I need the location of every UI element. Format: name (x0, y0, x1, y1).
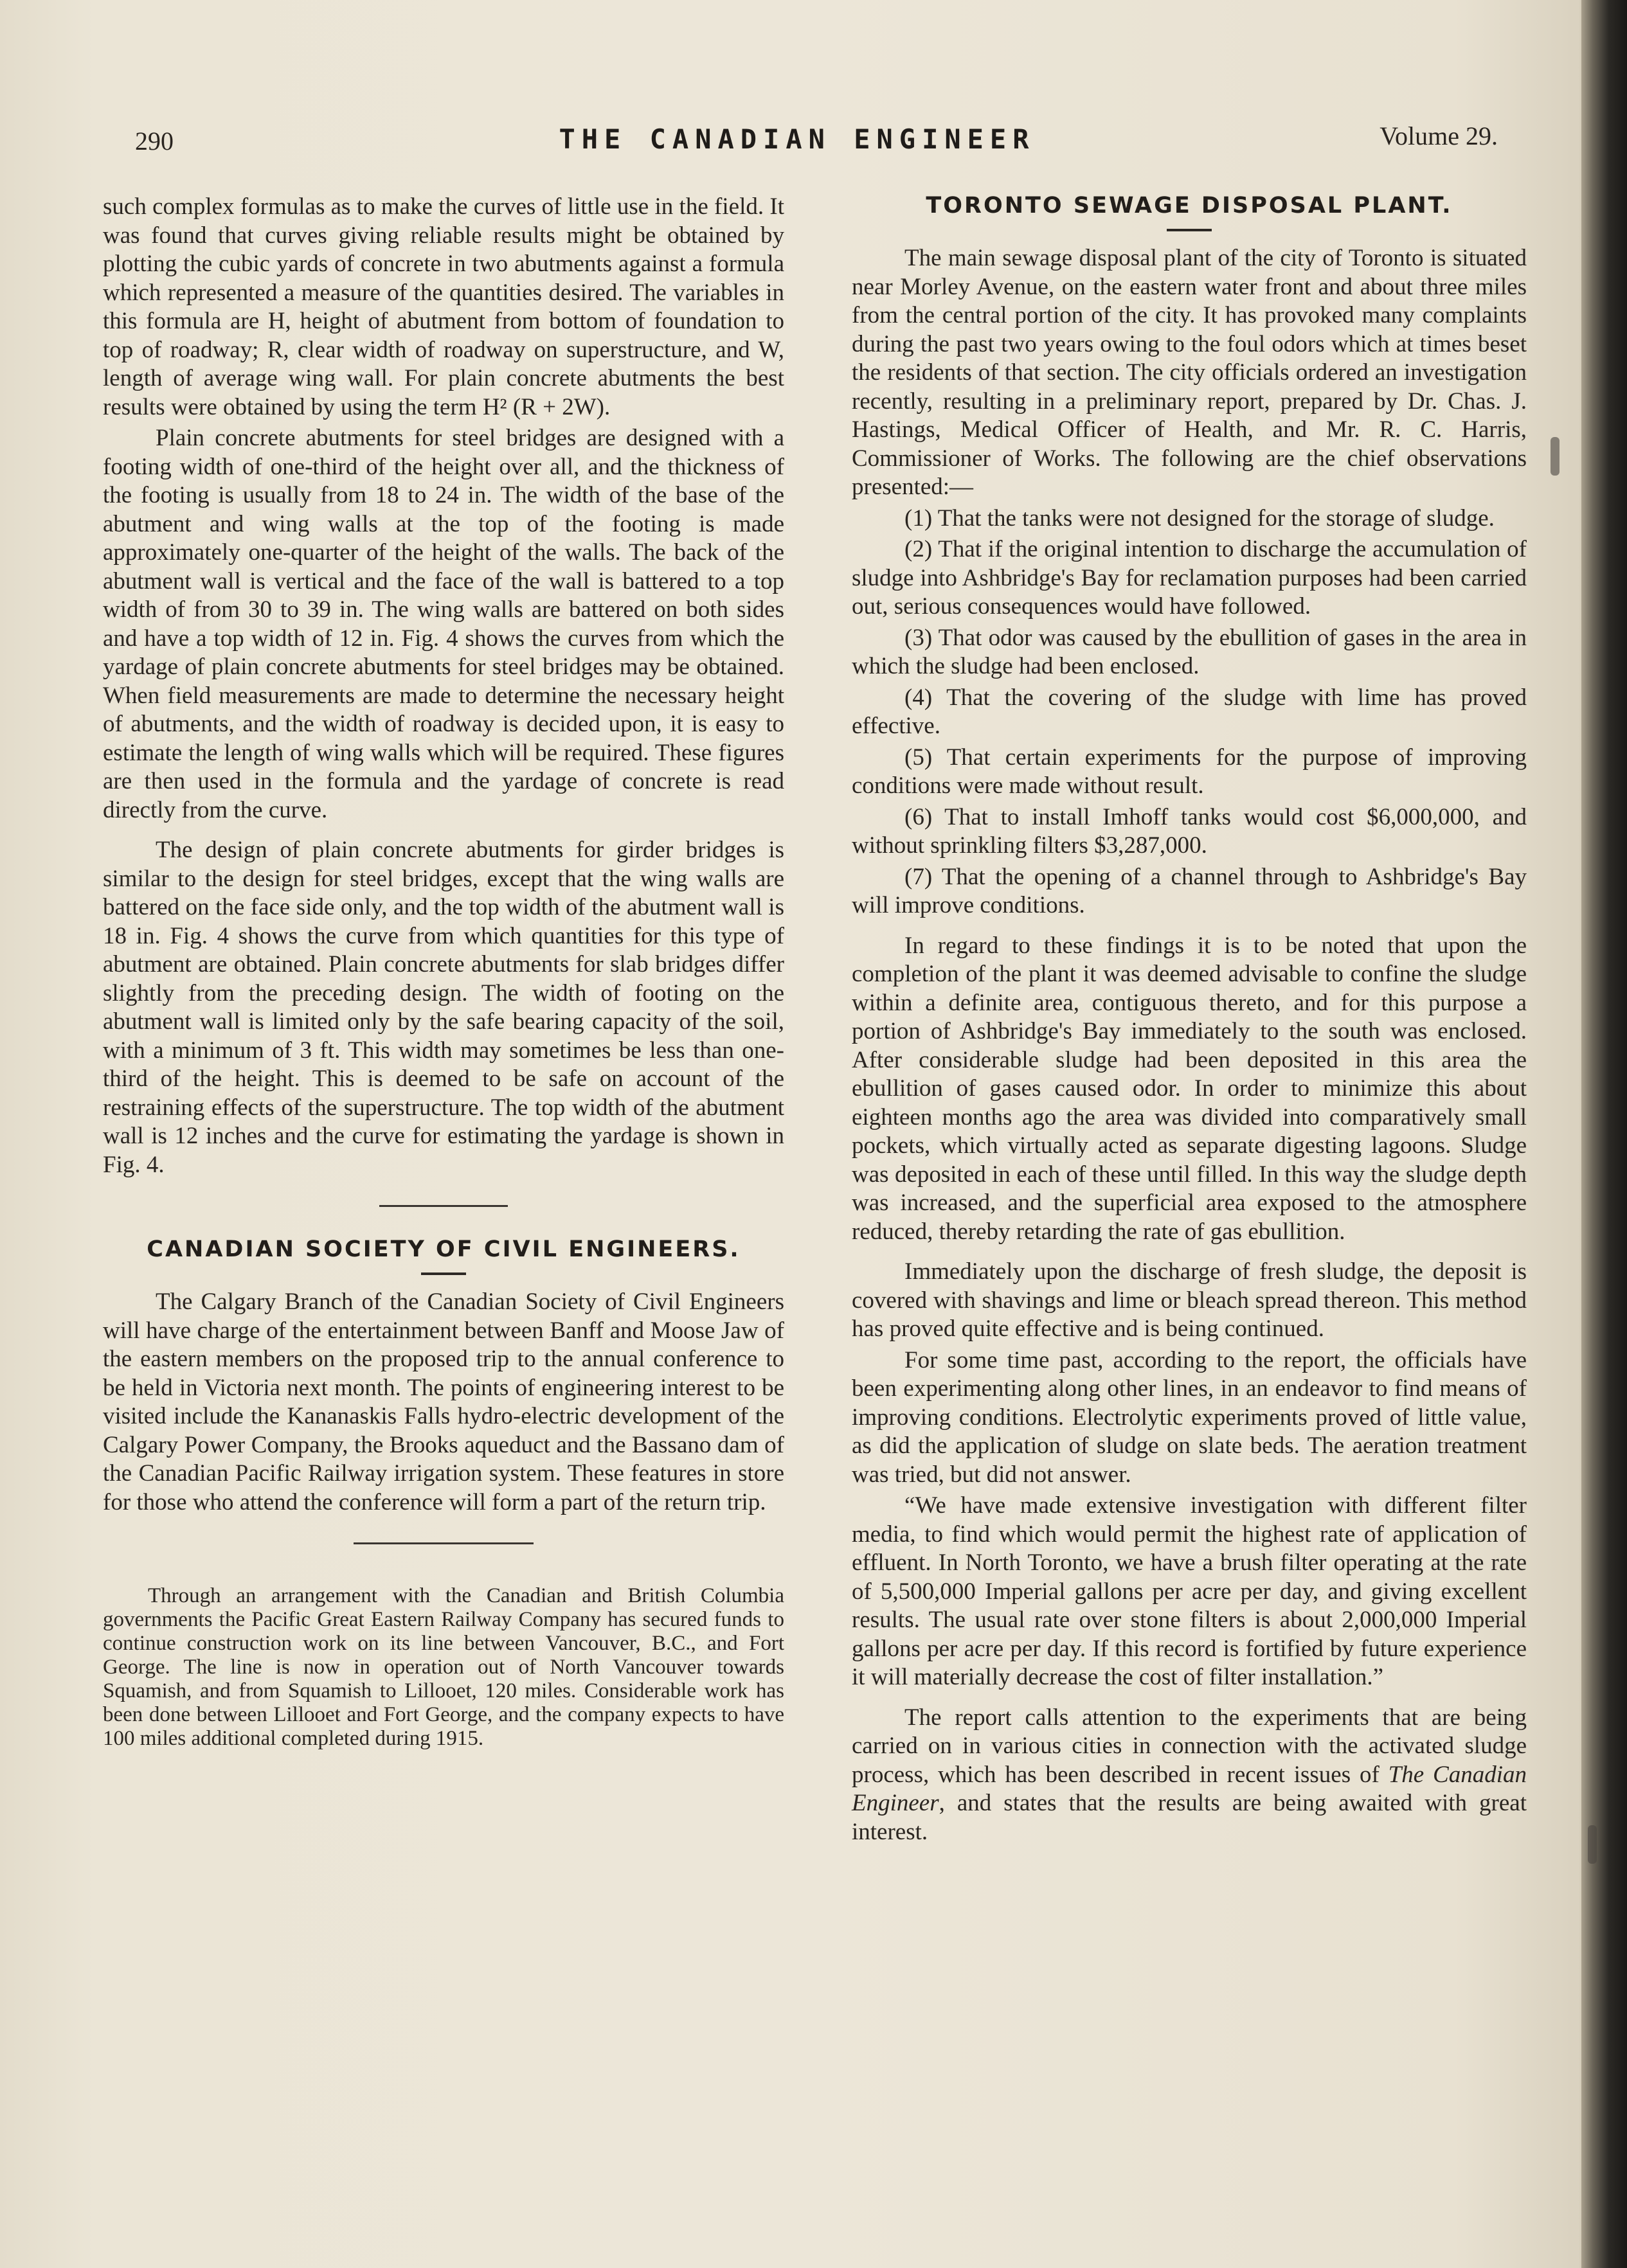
observation-3: (3) That odor was caused by the ebullition of gases in the area in which the sludge had been enclosed. (852, 624, 1527, 679)
observation-1: (1) That the tanks were not designed for the storage of sludge. (904, 504, 1495, 531)
closing-text-before: The report calls attention to the experiments that are being carried on in various cities in connection with the activated sludge process, which has been described in recent issues of (852, 1704, 1527, 1788)
volume-label: Volume 29. (1380, 121, 1498, 150)
abutments-paragraph-3: The design of plain concrete abutments for girder bridges is similar to the design for steel bridges, except that the wing walls are battered on the face side only, and the top width of the abutment wall is 18 in. Fig. 4 shows the curve from which quantities for this type of abutment are obtained. Plain concrete abutments for slab bridges differ slightly from the preceding design. The width of footing on the abutment wall is limited only by the safe bearing capacity of the soil, with a minimum of 3 ft. This width may sometimes be less than one-third of the height. This is deemed to be safe on account of the restraining effects of the superstructure. The top width of the abutment wall is 12 inches and the curve for estimating the yardage is shown in Fig. 4. (103, 837, 784, 1178)
scan-mark (1588, 1825, 1597, 1864)
fresh-sludge-paragraph: Immediately upon the discharge of fresh sludge, the deposit is covered with shavings and lime or bleach spread thereon. This method has proved quite effective and is being continued. (852, 1258, 1527, 1342)
right-column (852, 193, 1527, 1846)
abutments-paragraph-2: Plain concrete abutments for steel bridges are designed with a footing width of one-third of the height over all, and the thickness of the footing is usually from 18 to 24 in. The width of the base of the abutment and wing walls at the top of the footing is made approximately one-quarter of the height of the walls. The back of the abutment wall is vertical and the face of the wall is battered to a top width of from 30 to 39 in. The wing walls are battered on both sides and have a top width of 12 in. Fig. 4 shows the curves from which the yardage of plain concrete abutments for steel bridges may be obtained. When field measurements are made to determine the necessary height of abutments, and the width of roadway is decided upon, it is easy to estimate the length of wing walls which will be required. These figures are then used in the formula and the yardage of concrete is read directly from the curve. (103, 425, 784, 823)
closing-paragraph (852, 1704, 1527, 1847)
heading-rule (1167, 229, 1212, 231)
journal-title: THE CANADIAN ENGINEER (559, 123, 1036, 155)
abutments-paragraph-1: such complex formulas as to make the curves of little use in the field. It was found that curves giving reliable results might be obtained by plotting the cubic yards of concrete in two abutments against a formula which represented a measure of the quantities desired. The variables in this formula are H, height of abutment from bottom of foundation to top of roadway; R, clear width of roadway on superstructure, and W, length of average wing wall. For plain concrete abutments the best results were obtained by using the term H² (R + 2W). (103, 193, 784, 420)
railway-note: Through an arrangement with the Canadian and British Columbia governments the Pacific Great Eastern Railway Company has secured funds to continue construction work on its line between Vancouver, B.C., and Fort George. The line is now in operation out of North Vancouver towards Squamish, and from Squamish to Lillooet, 120 miles. Considerable work has been done between Lillooet and Fort George, and the company expects to have 100 miles additional completed during 1915. (103, 1584, 784, 1750)
quote-paragraph: “We have made extensive investigation with different filter media, to find which would permit the highest rate of application of effluent. In North Toronto, we have a brush filter operating at the rate of 5,500,000 Imperial gallons per acre per day, and giving excellent results. The usual rate over stone filters is about 2,000,000 Imperial gallons per acre per day. If this record is fortified by future experience it will materially decrease the cost of filter installation.” (852, 1492, 1527, 1690)
sewage-heading: TORONTO SEWAGE DISPOSAL PLANT. (926, 193, 1453, 219)
book-gutter (1581, 0, 1627, 2268)
society-heading: CANADIAN SOCIETY OF CIVIL ENGINEERS. (147, 1237, 741, 1262)
running-header (96, 116, 1498, 167)
sewage-intro: The main sewage disposal plant of the city of Toronto is situated near Morley Avenue, on the eastern water front and about three miles from the central portion of the city. It has provoked many complaints during the past two years owing to the foul odors which at times beset the residents of that section. The city officials ordered an investigation recently, resulting in a preliminary report, prepared by Dr. Chas. J. Hastings, Medical Officer of Health, and Mr. R. C. Harris, Commissioner of Works. The following are the chief observations presented:— (852, 245, 1527, 500)
experiments-paragraph: For some time past, according to the report, the officials have been experimenting along other lines, in an endeavor to find means of improving conditions. Electrolytic experiments proved of little value, as did the application of sludge on slate beds. The aeration treatment was tried, but did not answer. (852, 1346, 1527, 1488)
observation-7: (7) That the opening of a channel through to Ashbridge's Bay will improve conditions. (852, 863, 1527, 918)
observation-6: (6) That to install Imhoff tanks would cost $6,000,000, and without sprinkling filters $3,287,000. (852, 803, 1527, 859)
scan-mark (1551, 437, 1560, 476)
heading-rule (421, 1272, 466, 1275)
observation-4: (4) That the covering of the sludge with lime has proved effective. (852, 684, 1527, 739)
section-divider (354, 1542, 534, 1544)
page-number: 290 (135, 127, 174, 156)
society-paragraph: The Calgary Branch of the Canadian Society of Civil Engineers will have charge of the entertainment between Banff and Moose Jaw of the eastern members on the proposed trip to the annual conference to be held in Victoria next month. The points of engineering interest to be visited include the Kananaskis Falls hydro-electric development of the Calgary Power Company, the Brooks aqueduct and the Bassano dam of the Canadian Pacific Railway irrigation system. These features in store for those who attend the conference will form a part of the return trip. (103, 1289, 784, 1515)
findings-paragraph: In regard to these findings it is to be noted that upon the completion of the plant it was deemed advisable to confine the sludge within a definite area, contiguous thereto, and for this purpose a portion of Ashbridge's Bay immediately to the south was enclosed. After considerable sludge had been deposited in this area the ebullition of gases caused odor. In order to minimize this about eighteen months ago the area was divided into comparatively small pockets, which virtually acted as separate digesting lagoons. Sludge was deposited in each of these until filled. In this way the sludge depth was increased, and the superficial area exposed to the atmosphere reduced, thereby retarding the rate of gas ebullition. (852, 932, 1527, 1245)
journal-name-italic: The Canadian Engineer (852, 1761, 1527, 1816)
left-column (103, 193, 784, 1751)
observation-5: (5) That certain experiments for the purpose of improving conditions were made without result. (852, 744, 1527, 799)
observation-2: (2) That if the original intention to discharge the accumulation of sludge into Ashbridge's Bay for reclamation purposes had been carried out, serious consequences would have followed. (852, 536, 1527, 620)
section-divider (379, 1205, 508, 1207)
closing-text-after: , and states that the results are being awaited with great interest. (852, 1790, 1527, 1845)
